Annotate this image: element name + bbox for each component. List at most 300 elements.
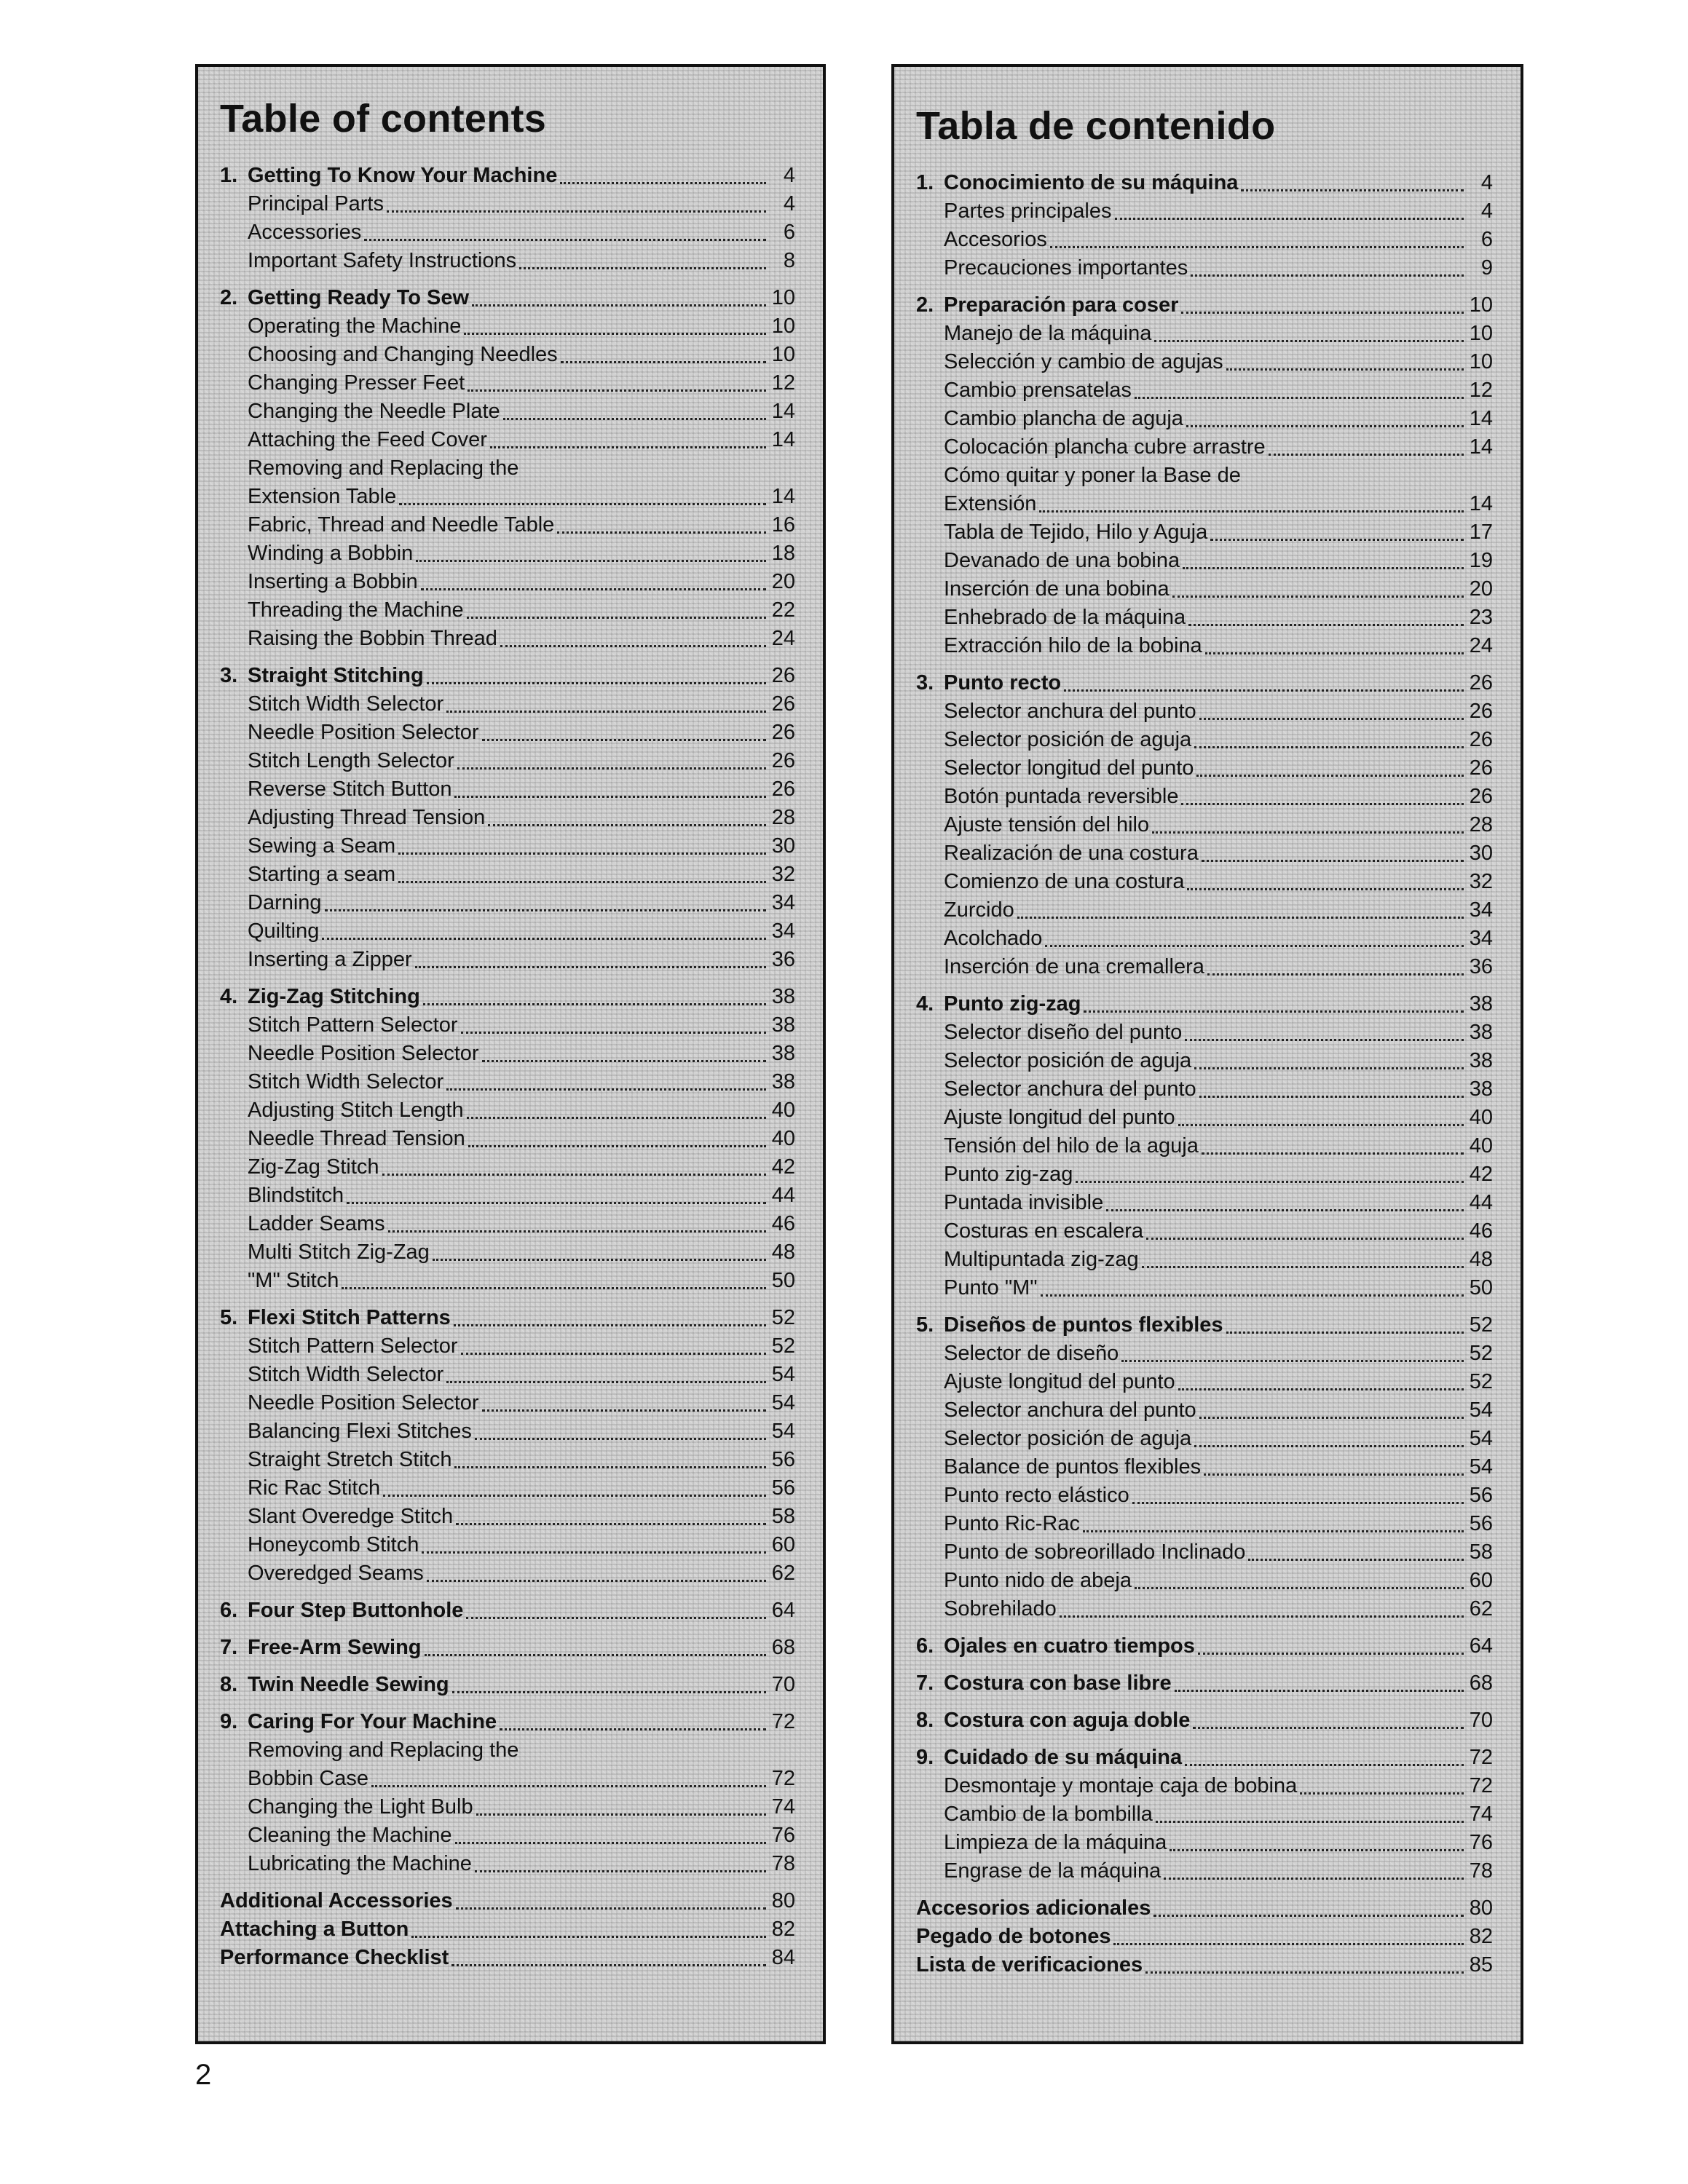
entry-label: Inserting a Zipper	[248, 948, 412, 971]
toc-entry	[916, 1274, 1493, 1302]
toc-entry	[220, 1068, 795, 1096]
page-ref: 30	[1469, 842, 1493, 865]
entry-label: Devanado de una bobina	[944, 549, 1180, 572]
dot-leader	[1269, 454, 1464, 456]
page-ref: 34	[1469, 927, 1493, 950]
entry-label: Inserting a Bobbin	[248, 570, 418, 593]
toc-section	[220, 983, 795, 1295]
page-ref: 14	[771, 400, 795, 423]
page-ref: 38	[771, 985, 795, 1008]
toc-panel-spanish	[891, 64, 1523, 2044]
page-ref: 60	[1469, 1569, 1493, 1592]
dot-leader	[1196, 775, 1464, 777]
page-ref: 62	[771, 1562, 795, 1585]
entry-label: Zurcido	[944, 898, 1014, 922]
dot-leader	[466, 1617, 766, 1619]
toc-entry	[220, 625, 795, 653]
toc-entry	[916, 1217, 1493, 1246]
page-ref: 76	[771, 1824, 795, 1847]
entry-label: Flexi Stitch Patterns	[248, 1306, 451, 1329]
dot-leader	[455, 1842, 766, 1844]
dot-leader	[1145, 1971, 1464, 1974]
entry-label: Adjusting Stitch Length	[248, 1099, 464, 1122]
page-ref: 48	[771, 1241, 795, 1264]
dot-leader	[500, 1728, 766, 1730]
page-ref: 28	[771, 806, 795, 829]
entry-label: Overedged Seams	[248, 1562, 424, 1585]
toc-section-heading	[220, 1708, 795, 1736]
dot-leader	[364, 239, 766, 241]
toc-entry	[916, 1857, 1493, 1886]
dot-leader	[416, 560, 766, 562]
page-ref: 48	[1469, 1248, 1493, 1271]
toc-entry	[916, 1510, 1493, 1538]
entry-label: Tabla de Tejido, Hilo y Aguja	[944, 521, 1208, 544]
page-ref: 28	[1469, 813, 1493, 836]
toc-entry	[916, 811, 1493, 839]
entry-label: Puntada invisible	[944, 1191, 1104, 1214]
entry-label: Zig-Zag Stitching	[248, 985, 420, 1008]
page-ref: 42	[771, 1155, 795, 1179]
entry-label: Getting Ready To Sew	[248, 286, 470, 309]
dot-leader	[456, 1907, 766, 1910]
dot-leader	[427, 1580, 766, 1582]
section-number: 6.	[916, 1634, 934, 1658]
page-ref: 40	[771, 1099, 795, 1122]
page-ref: 32	[1469, 870, 1493, 893]
dot-leader	[1175, 1690, 1464, 1692]
toc-entry	[916, 783, 1493, 811]
page-ref: 60	[771, 1533, 795, 1556]
entry-label: Partes principales	[944, 199, 1112, 223]
page-ref: 84	[771, 1946, 795, 1969]
toc-entry	[220, 1389, 795, 1417]
toc-entry	[220, 312, 795, 341]
entry-label: Desmontaje y montaje caja de bobina	[944, 1774, 1298, 1797]
page-ref: 40	[1469, 1106, 1493, 1129]
page-ref: 82	[771, 1918, 795, 1941]
toc-section	[916, 291, 1493, 660]
toc-entry	[916, 1189, 1493, 1217]
dot-leader	[1106, 1209, 1464, 1211]
page-ref: 56	[771, 1476, 795, 1500]
toc-section	[220, 1634, 795, 1662]
page-ref: 26	[1469, 671, 1493, 695]
page-ref: 10	[1469, 293, 1493, 317]
toc-list-english	[220, 162, 795, 1972]
toc-entry	[220, 1474, 795, 1503]
toc-entry	[220, 690, 795, 719]
entry-label: Cambio plancha de aguja	[944, 407, 1183, 430]
toc-section-heading	[916, 1632, 1493, 1661]
page-ref: 26	[771, 664, 795, 687]
page-ref: 38	[1469, 992, 1493, 1016]
entry-label: Caring For Your Machine	[248, 1710, 497, 1733]
dot-leader	[415, 966, 766, 968]
entry-label: Acolchado	[944, 927, 1043, 950]
page-ref: 10	[1469, 350, 1493, 373]
page-ref: 36	[771, 948, 795, 971]
page-ref: 64	[771, 1599, 795, 1622]
dot-leader	[503, 418, 766, 420]
toc-entry	[220, 1096, 795, 1125]
entry-label: Punto Ric-Rac	[944, 1512, 1080, 1535]
toc-entry	[220, 719, 795, 747]
dot-leader	[1154, 340, 1464, 342]
dot-leader	[490, 446, 766, 448]
toc-entry	[220, 1736, 795, 1765]
entry-label: Manejo de la máquina	[944, 322, 1152, 345]
entry-label: Pegado de botones	[916, 1925, 1111, 1948]
dot-leader	[1199, 718, 1464, 720]
entry-label: Changing the Needle Plate	[248, 400, 500, 423]
dot-leader	[482, 1409, 766, 1412]
dot-leader	[1039, 510, 1464, 513]
entry-label: Costura con aguja doble	[944, 1709, 1191, 1732]
dot-leader	[383, 1495, 766, 1497]
dot-leader	[1202, 1152, 1464, 1155]
toc-entry	[220, 1793, 795, 1821]
section-number: 7.	[220, 1636, 238, 1659]
dot-leader	[1185, 1039, 1464, 1041]
page-ref: 80	[771, 1889, 795, 1912]
page-ref: 4	[783, 192, 795, 215]
page-ref: 52	[1469, 1370, 1493, 1393]
dot-leader	[451, 1964, 766, 1966]
dot-leader	[322, 938, 766, 940]
entry-label: Lubricating the Machine	[248, 1852, 472, 1875]
toc-entry	[220, 1850, 795, 1878]
dot-leader	[423, 1003, 766, 1005]
entry-label: Removing and Replacing the	[248, 1738, 519, 1762]
page-ref: 26	[1469, 700, 1493, 723]
toc-entry	[220, 1210, 795, 1238]
section-number: 2.	[220, 286, 238, 309]
dot-leader	[1183, 567, 1464, 569]
entry-label: Twin Needle Sewing	[248, 1673, 449, 1696]
page-ref: 38	[771, 1013, 795, 1037]
page-ref: 38	[1469, 1077, 1493, 1101]
toc-heading-spanish: Tabla de contenido	[916, 104, 1276, 148]
dot-leader	[560, 182, 766, 184]
toc-section	[220, 284, 795, 653]
entry-label: Bobbin Case	[248, 1767, 369, 1790]
dot-leader	[1193, 1727, 1464, 1729]
section-number: 9.	[916, 1746, 934, 1769]
page-ref: 52	[1469, 1313, 1493, 1337]
entry-label: Selector anchura del punto	[944, 1398, 1196, 1422]
entry-label: Fabric, Thread and Needle Table	[248, 513, 555, 537]
dot-leader	[1185, 1764, 1464, 1766]
dot-leader	[1199, 1096, 1464, 1098]
toc-entry	[916, 490, 1493, 518]
toc-entry	[220, 775, 795, 804]
page-ref: 70	[1469, 1709, 1493, 1732]
entry-label: Limpieza de la máquina	[944, 1831, 1167, 1854]
toc-section-heading	[220, 1304, 795, 1332]
toc-section-heading	[220, 162, 795, 190]
toc-section	[916, 1632, 1493, 1661]
entry-label: Cambio de la bombilla	[944, 1803, 1153, 1826]
dot-leader	[1135, 1587, 1464, 1589]
toc-entry	[916, 1104, 1493, 1132]
toc-extra-entry	[916, 1923, 1493, 1951]
entry-label: Stitch Width Selector	[248, 1363, 444, 1386]
toc-extra-entry	[220, 1915, 795, 1944]
page-ref: 6	[1480, 228, 1493, 251]
toc-entry	[916, 575, 1493, 604]
toc-entry	[220, 568, 795, 596]
toc-section-heading	[916, 169, 1493, 197]
entry-label: Cómo quitar y poner la Base de	[944, 464, 1241, 487]
page-ref: 34	[771, 919, 795, 943]
section-number: 8.	[220, 1673, 238, 1696]
dot-leader	[1202, 860, 1464, 862]
entry-label: "M" Stitch	[248, 1269, 339, 1292]
toc-entry	[220, 1821, 795, 1850]
entry-label: Reverse Stitch Button	[248, 778, 452, 801]
entry-label: Selector anchura del punto	[944, 1077, 1196, 1101]
toc-extras	[916, 1894, 1493, 1979]
toc-entry	[916, 632, 1493, 660]
dot-leader	[411, 1936, 766, 1938]
page-ref: 54	[771, 1363, 795, 1386]
dot-leader	[1226, 1332, 1464, 1334]
entry-label: Needle Thread Tension	[248, 1127, 465, 1150]
entry-label: Cleaning the Machine	[248, 1824, 452, 1847]
dot-leader	[1045, 945, 1464, 947]
dot-leader	[399, 503, 766, 505]
toc-section	[916, 669, 1493, 981]
page-ref: 54	[1469, 1427, 1493, 1450]
page-ref: 26	[771, 692, 795, 716]
page-ref: 56	[1469, 1484, 1493, 1507]
toc-entry	[220, 1238, 795, 1267]
dot-leader	[1083, 1530, 1464, 1532]
entry-label: Colocación plancha cubre arrastre	[944, 435, 1266, 459]
toc-entry	[220, 804, 795, 832]
entry-label: Punto de sobreorillado Inclinado	[944, 1540, 1246, 1564]
dot-leader	[1248, 1559, 1464, 1561]
dot-leader	[1076, 1181, 1464, 1183]
entry-label: Sewing a Seam	[248, 834, 396, 858]
dot-leader	[371, 1785, 766, 1787]
entry-label: Punto "M"	[944, 1276, 1038, 1299]
toc-section-heading	[220, 1671, 795, 1699]
dot-leader	[1178, 1388, 1464, 1390]
dot-leader	[1164, 1878, 1464, 1880]
toc-entry	[220, 341, 795, 369]
toc-entry	[220, 247, 795, 275]
entry-label: Performance Checklist	[220, 1946, 449, 1969]
toc-entry	[220, 1332, 795, 1361]
entry-label: Conocimiento de su máquina	[944, 171, 1239, 194]
entry-label: Changing Presser Feet	[248, 371, 465, 395]
dot-leader	[1187, 888, 1464, 890]
dot-leader	[1194, 1445, 1464, 1447]
entry-label: Selector diseño del punto	[944, 1021, 1183, 1044]
page-ref: 10	[771, 314, 795, 338]
toc-section	[220, 662, 795, 974]
toc-section	[916, 1744, 1493, 1886]
entry-label: Cuidado de su máquina	[944, 1746, 1183, 1769]
toc-section	[220, 1708, 795, 1878]
entry-label: Raising the Bobbin Thread	[248, 627, 497, 650]
dot-leader	[1153, 1915, 1464, 1917]
dot-leader	[325, 909, 766, 911]
toc-entry	[220, 397, 795, 426]
page-ref: 42	[1469, 1163, 1493, 1186]
page-ref: 4	[1480, 171, 1493, 194]
dot-leader	[1181, 803, 1464, 805]
section-number: 3.	[220, 664, 238, 687]
entry-label: Needle Position Selector	[248, 1391, 479, 1415]
section-number: 5.	[220, 1306, 238, 1329]
toc-entry	[916, 348, 1493, 376]
entry-label: Blindstitch	[248, 1184, 344, 1207]
toc-entry	[220, 946, 795, 974]
entry-label: Straight Stretch Stitch	[248, 1448, 452, 1471]
toc-entry	[220, 1559, 795, 1588]
toc-entry	[916, 1368, 1493, 1396]
page-ref: 68	[1469, 1671, 1493, 1695]
entry-label: Ojales en cuatro tiempos	[944, 1634, 1195, 1658]
toc-section	[220, 1671, 795, 1699]
section-number: 8.	[916, 1709, 934, 1732]
dot-leader	[452, 1691, 766, 1693]
page-ref: 52	[1469, 1342, 1493, 1365]
page-ref: 14	[1469, 407, 1493, 430]
page-ref: 46	[771, 1212, 795, 1235]
section-number: 1.	[220, 164, 238, 187]
entry-label: Lista de verificaciones	[916, 1953, 1143, 1977]
page-ref: 46	[1469, 1219, 1493, 1243]
section-number: 6.	[220, 1599, 238, 1622]
entry-label: Operating the Machine	[248, 314, 462, 338]
entry-label: Honeycomb Stitch	[248, 1533, 419, 1556]
toc-section-heading	[220, 284, 795, 312]
page-ref: 17	[1469, 521, 1493, 544]
toc-entry	[220, 1182, 795, 1210]
page-ref: 52	[771, 1306, 795, 1329]
section-number: 4.	[220, 985, 238, 1008]
entry-label: Attaching a Button	[220, 1918, 409, 1941]
entry-label: Sobrehilado	[944, 1597, 1057, 1621]
toc-section-heading	[916, 1744, 1493, 1772]
entry-label: Diseños de puntos flexibles	[944, 1313, 1223, 1337]
page-ref: 9	[1480, 256, 1493, 280]
page-ref: 58	[1469, 1540, 1493, 1564]
page-ref: 38	[1469, 1049, 1493, 1072]
toc-section	[916, 1706, 1493, 1735]
entry-label: Ajuste tensión del hilo	[944, 813, 1150, 836]
dot-leader	[387, 210, 766, 213]
entry-label: Straight Stitching	[248, 664, 424, 687]
toc-entry	[916, 1425, 1493, 1453]
page-ref: 34	[771, 891, 795, 914]
dot-leader	[1060, 1615, 1464, 1618]
dot-leader	[446, 1381, 766, 1383]
toc-entry	[916, 1772, 1493, 1800]
toc-entry	[220, 860, 795, 889]
toc-section-heading	[916, 1706, 1493, 1735]
toc-entry	[220, 426, 795, 454]
toc-entry	[916, 405, 1493, 433]
dot-leader	[1204, 1473, 1464, 1476]
toc-entry	[916, 376, 1493, 405]
toc-section-heading	[916, 669, 1493, 697]
dot-leader	[454, 796, 766, 798]
toc-entry	[916, 226, 1493, 254]
page-ref: 20	[1469, 577, 1493, 601]
entry-label: Tensión del hilo de la aguja	[944, 1134, 1199, 1158]
page-ref: 72	[1469, 1774, 1493, 1797]
toc-entry	[220, 596, 795, 625]
entry-label: Selector de diseño	[944, 1342, 1119, 1365]
dot-leader	[519, 267, 766, 269]
entry-label: Stitch Length Selector	[248, 749, 454, 772]
entry-label: Removing and Replacing the	[248, 456, 519, 480]
page-ref: 18	[771, 542, 795, 565]
toc-entry	[916, 1075, 1493, 1104]
entry-label: Extensión	[944, 492, 1037, 515]
toc-entry	[916, 868, 1493, 896]
toc-section-heading	[220, 1597, 795, 1625]
toc-entry	[220, 1040, 795, 1068]
toc-entry	[916, 1047, 1493, 1075]
entry-label: Slant Overedge Stitch	[248, 1505, 454, 1528]
toc-entry	[916, 197, 1493, 226]
dot-leader	[1146, 1238, 1464, 1240]
dot-leader	[422, 1551, 766, 1554]
section-number: 9.	[220, 1710, 238, 1733]
dot-leader	[398, 852, 766, 855]
page-ref: 62	[1469, 1597, 1493, 1621]
toc-heading-english: Table of contents	[220, 97, 547, 141]
page-ref: 78	[1469, 1859, 1493, 1883]
entry-label: Preparación para coser	[944, 293, 1179, 317]
toc-section	[916, 1311, 1493, 1623]
dot-leader	[1152, 831, 1464, 834]
section-number: 4.	[916, 992, 934, 1016]
entry-label: Accesorios adicionales	[916, 1896, 1151, 1920]
entry-label: Botón puntada reversible	[944, 785, 1179, 808]
entry-label: Balance de puntos flexibles	[944, 1455, 1202, 1479]
page-ref: 52	[771, 1334, 795, 1358]
page-ref: 38	[1469, 1021, 1493, 1044]
page-ref: 74	[1469, 1803, 1493, 1826]
toc-entry	[220, 454, 795, 483]
entry-label: Extension Table	[248, 485, 397, 508]
dot-leader	[1084, 1010, 1464, 1013]
toc-entry	[220, 1125, 795, 1153]
entry-label: Ladder Seams	[248, 1212, 385, 1235]
page-ref: 26	[1469, 756, 1493, 780]
dot-leader	[454, 1324, 766, 1326]
toc-entry	[220, 747, 795, 775]
entry-label: Multipuntada zig-zag	[944, 1248, 1139, 1271]
page-ref: 14	[1469, 492, 1493, 515]
page-ref: 38	[771, 1070, 795, 1093]
page-ref: 72	[771, 1710, 795, 1733]
entry-label: Ajuste longitud del punto	[944, 1106, 1175, 1129]
dot-leader	[1188, 624, 1464, 626]
toc-entry	[916, 1829, 1493, 1857]
page-ref: 78	[771, 1852, 795, 1875]
dot-leader	[433, 1259, 766, 1261]
dot-leader	[1135, 397, 1464, 399]
dot-leader	[557, 531, 766, 534]
